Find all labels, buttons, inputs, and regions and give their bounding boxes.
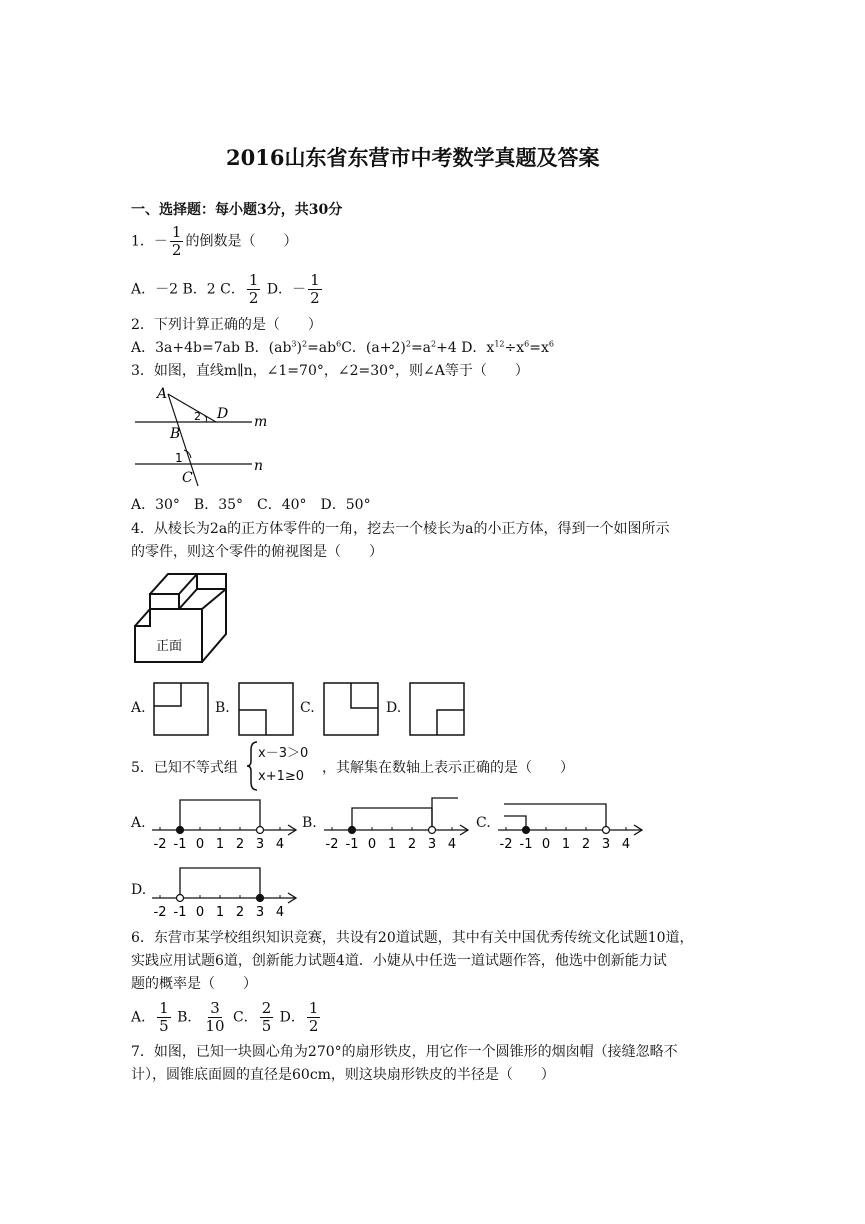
question-5-prefix: 5．已知不等式组 [131, 760, 238, 776]
q5-option-c-label: C. [476, 815, 491, 831]
q5-number-line-a [150, 792, 300, 854]
question-7-line-2: 计），圆锥底面圆的直径是60cm，则这块扇形铁皮的半径是（ ） [131, 1067, 555, 1083]
q6-d-den: 2 [308, 1017, 319, 1035]
q1-optd-num: 1 [310, 271, 320, 289]
tick-label: 1 [387, 837, 397, 852]
question-1 [131, 224, 297, 259]
q6-c-den: 5 [261, 1017, 272, 1035]
q5-option-a-label: A. [131, 815, 146, 831]
q1-number: 1． [131, 233, 154, 250]
endpoint-left [349, 827, 356, 834]
q5-inequality-1: x－3＞0 [258, 746, 309, 761]
q2-sup: 3 [291, 339, 297, 349]
q2-sup: 2 [405, 339, 411, 349]
label-n: n [254, 458, 264, 474]
solution-ray [432, 798, 458, 830]
q2-sup: 6 [548, 339, 554, 349]
tick-label: 1 [561, 837, 571, 852]
q4-solid-figure [130, 568, 236, 668]
q2-opt-part: ÷x [504, 340, 525, 356]
tick-label: 4 [447, 837, 457, 852]
tick-label: 0 [195, 905, 205, 920]
q1-minus: － [153, 233, 168, 250]
q5-number-line-b [322, 792, 472, 854]
tick-label: 4 [275, 905, 285, 920]
question-4-line-1: 4．从棱长为2a的正方体零件的一角，挖去一个棱长为a的小正方体，得到一个如图所示 [131, 521, 670, 537]
q5-number-line-d [150, 860, 300, 922]
q6-option-label: A． [131, 1009, 156, 1026]
endpoint-left [523, 827, 530, 834]
q2-opt-part: =a [410, 340, 432, 356]
q2-opt-part: ) [296, 340, 302, 356]
q4-top-edge [202, 589, 226, 609]
q6-b-den: 10 [205, 1017, 225, 1035]
tick-label: 2 [235, 905, 245, 920]
q4-option-b-label: B. [215, 700, 230, 716]
q4-option-d [409, 682, 465, 736]
tick-label: -1 [173, 905, 187, 920]
tick-label: 2 [581, 837, 591, 852]
q1-options-ab: A．－2 B．2 C． [131, 281, 245, 298]
q2-opt-part: =x [529, 340, 549, 356]
q5-option-d-label: D. [131, 882, 147, 898]
solution-bracket [180, 868, 260, 898]
tick-label: -1 [173, 837, 187, 852]
question-3: 3．如图，直线m∥n，∠1=70°，∠2=30°，则∠A等于（ ） [131, 363, 529, 379]
q5-number-line-c [496, 792, 646, 854]
q6-c-num: 2 [261, 999, 272, 1017]
q6-a-num: 1 [159, 999, 169, 1017]
endpoint-right [603, 827, 610, 834]
page-title: 2016山东省东营市中考数学真题及答案 [226, 145, 600, 170]
label-m: m [254, 414, 268, 430]
q2-opt-part: A．3a+4b=7ab B．(ab [131, 340, 292, 356]
label-angle-1: 1 [175, 451, 183, 465]
q2-sup: 6 [336, 339, 342, 349]
q1-option-d: D． [262, 281, 293, 298]
q6-option-label: D． [275, 1009, 305, 1026]
tick-label: 4 [621, 837, 631, 852]
q6-option-a-fraction [157, 1000, 171, 1035]
tick-label: 3 [601, 837, 611, 852]
tick-label: 3 [427, 837, 437, 852]
question-7-line-1: 7．如图，已知一块圆心角为270°的扇形铁皮，用它作一个圆锥形的烟囱帽（接缝忽略不 [131, 1044, 678, 1060]
label-C: C [182, 470, 193, 486]
label-B: B [170, 426, 181, 442]
q6-option-label: B． [172, 1009, 202, 1026]
q1-optd-fraction [308, 272, 322, 307]
q1-optc-num: 1 [248, 271, 259, 289]
endpoint-left [177, 827, 184, 834]
q2-sup: 2 [301, 339, 308, 349]
question-2-options [131, 337, 554, 357]
q2-sup: 12 [494, 339, 505, 349]
q4-option-c [323, 682, 379, 736]
label-angle-2: 2 [194, 410, 201, 423]
q1-frac-den: 2 [171, 241, 182, 259]
q4-option-c-label: C. [300, 700, 315, 716]
q5-option-b-label: B. [302, 815, 317, 831]
question-6-line-3: 题的概率是（ ） [131, 976, 257, 992]
q4-option-d-label: D. [386, 700, 402, 716]
q1-optc-den: 2 [248, 289, 259, 307]
question-6-line-2: 实践应用试题6道，创新能力试题4道．小婕从中任选一道试题作答，他选中创新能力试 [131, 953, 667, 969]
question-4-line-2: 的零件，则这个零件的俯视图是（ ） [131, 544, 383, 560]
q4-option-b [238, 682, 294, 736]
tick-label: 1 [215, 905, 225, 920]
q5-inequality-2: x+1≥0 [258, 769, 305, 784]
q4-option-a [153, 682, 209, 736]
q5-brace [245, 740, 259, 792]
q6-option-d-fraction [307, 1000, 321, 1035]
tick-label: 0 [195, 837, 205, 852]
tick-label: 3 [255, 905, 265, 920]
q1-frac-num: 1 [171, 223, 182, 241]
question-6-line-1: 6．东营市某学校组织知识竞赛，共设有20道试题，其中有关中国优秀传统文化试题10道， [131, 930, 694, 946]
solution-bracket [180, 800, 260, 830]
tick-label: 1 [215, 837, 225, 852]
q2-opt-part: C．(a+2) [341, 340, 406, 356]
q6-option-b-fraction [203, 1000, 226, 1035]
q1-fraction [170, 224, 184, 259]
tick-label: -2 [499, 837, 513, 852]
q2-sup: 2 [431, 339, 437, 349]
solution-bracket [352, 808, 432, 830]
q4-step-edge [135, 609, 150, 626]
q1-optd-minus: － [292, 281, 307, 298]
q1-text: 的倒数是（ ） [185, 233, 298, 250]
question-2: 2．下列计算正确的是（ ） [131, 317, 322, 333]
tick-label: -2 [325, 837, 339, 852]
solution-ray [504, 804, 606, 830]
q6-b-num: 3 [210, 999, 220, 1017]
question-6-options [131, 1000, 322, 1035]
q6-option-c-fraction [260, 1000, 274, 1035]
tick-label: -1 [345, 837, 359, 852]
tick-label: 0 [367, 837, 377, 852]
q2-opt-part: =ab [307, 340, 337, 356]
q3-figure [130, 384, 280, 490]
question-1-options [131, 272, 324, 307]
tick-label: 2 [407, 837, 417, 852]
endpoint-right [257, 827, 264, 834]
tick-label: 0 [541, 837, 551, 852]
endpoint-left [177, 895, 184, 902]
q6-d-num: 1 [308, 999, 319, 1017]
q2-opt-part: +4 D．x [436, 340, 495, 356]
tick-label: -2 [153, 837, 167, 852]
endpoint-right [429, 827, 436, 834]
label-A: A [157, 386, 168, 402]
section-heading: 一、选择题：每小题3分，共30分 [131, 202, 343, 218]
q6-a-den: 5 [159, 1017, 169, 1035]
q6-option-label: C． [228, 1009, 258, 1026]
tick-label: -1 [519, 837, 533, 852]
tick-label: 3 [255, 837, 265, 852]
label-D: D [217, 406, 229, 422]
tick-label: -2 [153, 905, 167, 920]
question-3-options: A．30° B．35° C．40° D．50° [131, 497, 371, 513]
q4-front-label: 正面 [156, 639, 183, 654]
tick-label: 4 [275, 837, 285, 852]
q1-optc-fraction [247, 272, 261, 307]
question-5-suffix: ，其解集在数轴上表示正确的是（ ） [322, 760, 574, 776]
q1-optd-den: 2 [310, 289, 320, 307]
q4-option-a-label: A. [131, 700, 146, 716]
endpoint-right [257, 895, 264, 902]
q2-sup: 6 [524, 339, 530, 349]
tick-label: 2 [235, 837, 245, 852]
